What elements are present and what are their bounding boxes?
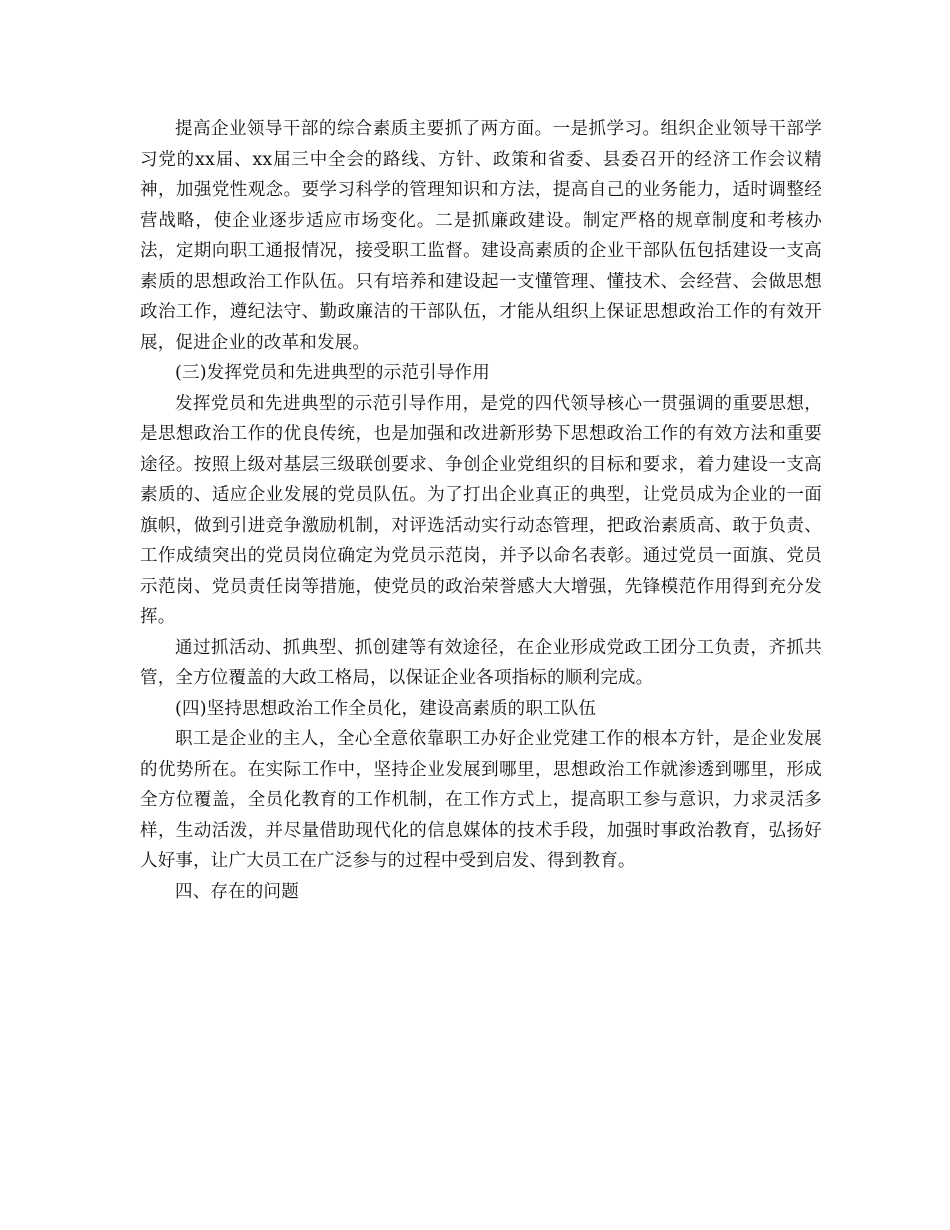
paragraph-effective-approaches: 通过抓活动、抓典型、抓创建等有效途径，在企业形成党政工团分工负责，齐抓共管，全方位覆盖的大政工格局，以保证企业各项指标的顺利完成。 (140, 637, 822, 688)
section-heading-3: (三)发挥党员和先进典型的示范引导作用 (175, 363, 490, 383)
paragraph-party-member-role: 发挥党员和先进典型的示范引导作用，是党的四代领导核心一贯强调的重要思想，是思想政治工作的优良传统，也是加强和改进新形势下思想政治工作的有效方法和重要途径。按照上级对基层三级联创要求、争创企业党组织的目标和要求，着力建设一支高素质的、适应企业发展的党员队伍。为了打出企业真正的典型，让党员成为企业的一面旗帜，做到引进竞争激励机制，对评选活动实行动态管理，把政治素质高、敢于负责、工作成绩突出的党员岗位确定为党员示范岗，并予以命名表彰。通过党员一面旗、党员示范岗、党员责任岗等措施，使党员的政治荣誉感大大增强，先锋模范作用得到充分发挥。 (140, 393, 822, 627)
section-heading-existing-problems: 四、存在的问题 (175, 881, 299, 902)
paragraph-leadership-quality: 提高企业领导干部的综合素质主要抓了两方面。一是抓学习。组织企业领导干部学习党的xx届、xx届三中全会的路线、方针、政策和省委、县委召开的经济工作会议精神，加强党性观念。要学习科学的管理知识和方法，提高自己的业务能力，适时调整经营战略，使企业逐步适应市场变化。二是抓廉政建设。制定严格的规章制度和考核办法，定期向职工通报情况，接受职工监督。建设高素质的企业干部队伍包括建设一支高素质的思想政治工作队伍。只有培养和建设起一支懂管理、懂技术、会经营、会做思想政治工作，遵纪法守、勤政廉洁的干部队伍，才能从组织上保证思想政治工作的有效开展，促进企业的改革和发展。 (140, 119, 822, 353)
section-heading-4: (四)坚持思想政治工作全员化，建设高素质的职工队伍 (175, 698, 597, 719)
document-body (140, 114, 822, 907)
paragraph-employee-team: 职工是企业的主人，全心全意依靠职工办好企业党建工作的根本方针，是企业发展的优势所在。在实际工作中，坚持企业发展到哪里，思想政治工作就渗透到哪里，形成全方位覆盖，全员化教育的工作机制，在工作方式上，提高职工参与意识，力求灵活多样，生动活泼，并尽量借助现代化的信息媒体的技术手段，加强时事政治教育，弘扬好人好事，让广大员工在广泛参与的过程中受到启发、得到教育。 (140, 729, 822, 871)
